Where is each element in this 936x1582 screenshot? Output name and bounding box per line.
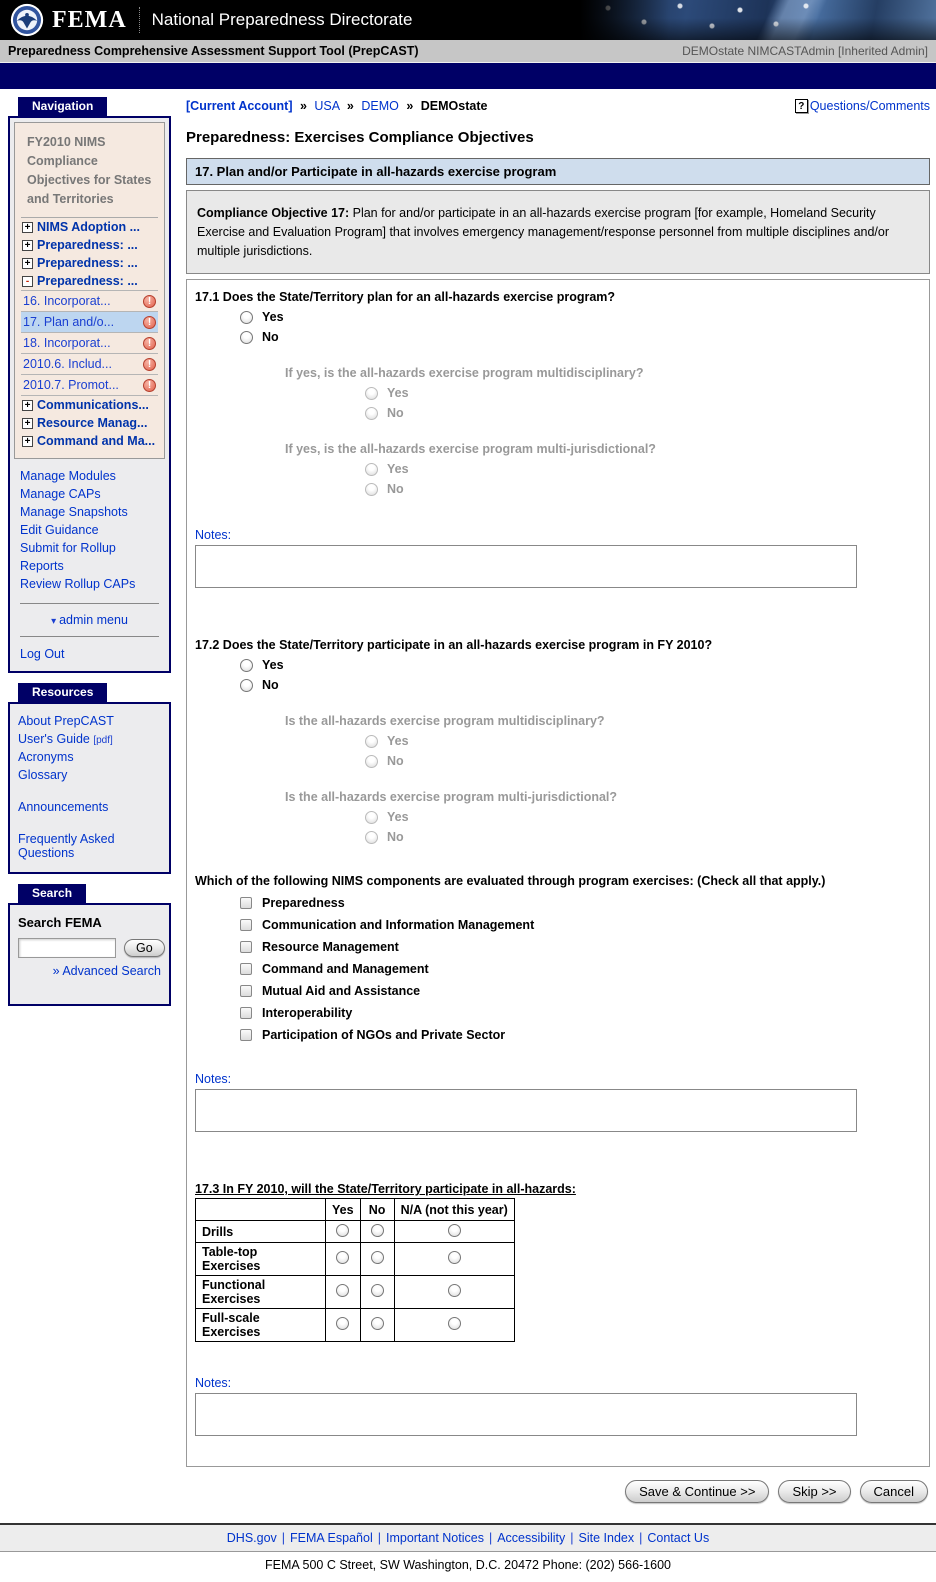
column-header-no: No <box>360 1199 394 1221</box>
column-header-yes: Yes <box>326 1199 361 1221</box>
tabletop-no-radio[interactable] <box>371 1251 384 1264</box>
row-label: Drills <box>196 1221 326 1243</box>
q171-sub2-no-label: No <box>387 482 404 497</box>
divider <box>20 603 159 604</box>
expand-icon[interactable]: + <box>22 436 33 447</box>
component-label: Resource Management <box>262 940 399 955</box>
tree-item-17-selected[interactable] <box>21 311 158 332</box>
search-header: Search <box>18 884 86 903</box>
advanced-search-link[interactable]: » Advanced Search <box>52 964 161 978</box>
breadcrumb-separator: » <box>299 99 307 113</box>
user-info: DEMOstate NIMCASTAdmin [Inherited Admin] <box>682 44 928 58</box>
footer-address: FEMA 500 C Street, SW Washington, D.C. 20472 Phone: (202) 566-1600 <box>264 1558 671 1573</box>
compliance-objective-box <box>186 190 930 274</box>
tree-branch-preparedness-2[interactable] <box>21 254 158 272</box>
directorate-title: National Preparedness Directorate <box>151 10 413 29</box>
navy-strip <box>0 63 936 89</box>
spacer <box>195 588 921 636</box>
component-option-command-management[interactable] <box>240 962 429 976</box>
footer-link-accessibility[interactable]: Accessibility <box>497 1531 566 1546</box>
tree-branch-communications[interactable] <box>21 396 158 414</box>
footer-link-important-notices[interactable]: Important Notices <box>385 1531 484 1546</box>
q172-sub1-no-label: No <box>387 754 404 769</box>
q171-sub1-no-radio <box>365 407 378 420</box>
tree-item-18[interactable] <box>21 332 158 353</box>
tree-item-label[interactable]: 2010.7. Promot... <box>23 378 119 392</box>
search-go-button[interactable]: Go <box>124 939 165 957</box>
tree-branch-label[interactable]: Preparedness: ... <box>37 274 138 288</box>
question-17-3-label: 17.3 In FY 2010, will the State/Territory participate in all-hazards: <box>195 1182 576 1197</box>
table-row-fullscale <box>196 1309 515 1342</box>
q171-no-option[interactable] <box>240 330 279 344</box>
table-row-functional <box>196 1276 515 1309</box>
table-corner-cell <box>196 1199 326 1221</box>
expand-icon[interactable]: + <box>22 418 33 429</box>
resources-panel <box>8 702 171 874</box>
q172-sub2-yes-label: Yes <box>387 810 409 825</box>
divider <box>20 636 159 637</box>
q171-yes-option[interactable] <box>240 310 284 324</box>
tree-branch-preparedness-1[interactable] <box>21 236 158 254</box>
q171-sub2-yes-option <box>365 462 409 476</box>
breadcrumb-current-page: DEMOstate <box>420 99 488 113</box>
q172-sub2-no-option <box>365 830 404 844</box>
sidebar <box>8 97 171 1016</box>
component-checkbox[interactable] <box>240 897 252 909</box>
fullscale-yes-radio[interactable] <box>336 1317 349 1330</box>
search-input[interactable] <box>18 938 116 958</box>
flag-image <box>580 0 936 40</box>
logout-link[interactable]: Log Out <box>20 647 65 661</box>
tree-title: FY2010 NIMS Compliance Objectives for States and Territories <box>21 129 158 218</box>
table-row-tabletop <box>196 1243 515 1276</box>
dhs-seal-icon <box>10 3 44 37</box>
component-label: Interoperability <box>262 1006 353 1021</box>
component-checkbox[interactable] <box>240 1029 252 1041</box>
admin-menu[interactable] <box>14 610 165 630</box>
pdf-tag: [pdf] <box>93 735 113 746</box>
q172-sub2-no-radio <box>365 831 378 844</box>
component-checkbox[interactable] <box>240 941 252 953</box>
alert-icon: ! <box>143 316 156 329</box>
notes-textarea-17-1[interactable] <box>195 545 857 588</box>
tree-branch-command-management[interactable] <box>21 432 158 450</box>
tree-item-label[interactable]: 18. Incorporat... <box>23 336 111 350</box>
skip-button[interactable]: Skip >> <box>778 1480 850 1503</box>
fullscale-no-radio[interactable] <box>371 1317 384 1330</box>
tree-item-16[interactable] <box>21 290 158 311</box>
navigation-panel <box>8 116 171 673</box>
q172-sub1-yes-option <box>365 734 409 748</box>
component-checkbox[interactable] <box>240 1007 252 1019</box>
column-header-na: N/A (not this year) <box>394 1199 514 1221</box>
components-question-label: Which of the following NIMS components are evaluated through program exercises: (Check all that apply.) <box>195 874 826 889</box>
notes-textarea-components[interactable] <box>195 1089 857 1132</box>
q172-no-label: No <box>262 678 279 693</box>
q172-sub1-yes-label: Yes <box>387 734 409 749</box>
search-fema-label: Search FEMA <box>18 915 102 930</box>
q172-sub2-label: Is the all-hazards exercise program multi-jurisdictional? <box>285 790 618 805</box>
objective-label: Compliance Objective 17: <box>197 206 350 220</box>
resources-link-announcements[interactable]: Announcements <box>18 800 109 814</box>
tree-item-2010-7[interactable] <box>21 374 158 396</box>
component-option-ngos[interactable] <box>240 1028 505 1042</box>
q171-sub1-no-label: No <box>387 406 404 421</box>
breadcrumb-usa[interactable]: USA <box>314 99 340 113</box>
q171-no-radio[interactable] <box>240 331 253 344</box>
q171-sub1-yes-radio <box>365 387 378 400</box>
component-label: Preparedness <box>262 896 345 911</box>
sidebar-link-submit-for-rollup[interactable]: Submit for Rollup <box>20 541 116 555</box>
footer-link-dhs[interactable]: DHS.gov <box>226 1531 277 1546</box>
breadcrumb <box>186 99 487 113</box>
component-label: Participation of NGOs and Private Sector <box>262 1028 506 1043</box>
tree-branch-label[interactable]: Resource Manag... <box>37 416 148 430</box>
users-guide-label: User's Guide <box>18 732 90 746</box>
q171-sub2-label: If yes, is the all-hazards exercise program multi-jurisdictional? <box>285 442 656 457</box>
component-checkbox[interactable] <box>240 919 252 931</box>
drills-yes-radio[interactable] <box>336 1224 349 1237</box>
top-header <box>0 0 936 40</box>
q173-table <box>195 1198 515 1342</box>
notes-label-17-1: Notes: <box>195 528 232 543</box>
notes-label-17-3: Notes: <box>195 1376 232 1391</box>
tree-branch-label[interactable]: NIMS Adoption ... <box>37 220 140 234</box>
drills-na-radio[interactable] <box>448 1224 461 1237</box>
breadcrumb-demo[interactable]: DEMO <box>361 99 399 113</box>
q171-sub2-yes-radio <box>365 463 378 476</box>
tree-item-2010-6[interactable] <box>21 353 158 374</box>
question-17-2-label: 17.2 Does the State/Territory participate in an all-hazards exercise program in FY 2010? <box>195 638 713 653</box>
alert-icon: ! <box>143 379 156 392</box>
resources-link-users-guide[interactable] <box>18 730 161 748</box>
q172-no-radio[interactable] <box>240 679 253 692</box>
q172-sub1-label: Is the all-hazards exercise program multidisciplinary? <box>285 714 605 729</box>
row-label: Table-top Exercises <box>196 1243 326 1276</box>
admin-links <box>14 459 165 597</box>
component-label: Mutual Aid and Assistance <box>262 984 421 999</box>
main-content <box>186 97 930 1513</box>
footer-separator: | <box>488 1531 493 1546</box>
functional-yes-radio[interactable] <box>336 1284 349 1297</box>
drills-no-radio[interactable] <box>371 1224 384 1237</box>
resources-header: Resources <box>18 683 107 702</box>
expand-icon[interactable]: + <box>22 258 33 269</box>
q172-yes-radio[interactable] <box>240 659 253 672</box>
component-label: Command and Management <box>262 962 429 977</box>
q172-yes-option[interactable] <box>240 658 284 672</box>
component-checkbox[interactable] <box>240 963 252 975</box>
save-continue-button[interactable]: Save & Continue >> <box>625 1480 769 1503</box>
q172-sub2-yes-radio <box>365 811 378 824</box>
tree-branch-label[interactable]: Communications... <box>37 398 149 412</box>
resources-link-acronyms[interactable]: Acronyms <box>18 750 74 764</box>
q172-sub2-yes-option <box>365 810 409 824</box>
q172-no-option[interactable] <box>240 678 279 692</box>
fema-logo: FEMA <box>52 6 127 33</box>
chevron-down-icon: ▾ <box>51 616 57 627</box>
question-mark-icon: ? <box>795 99 808 113</box>
tree-item-label[interactable]: 16. Incorporat... <box>23 294 111 308</box>
alert-icon: ! <box>143 358 156 371</box>
questions-box <box>186 279 930 1467</box>
table-row-drills <box>196 1221 515 1243</box>
component-option-communication[interactable] <box>240 918 534 932</box>
questions-comments-link[interactable]: Questions/Comments <box>809 99 930 113</box>
footer-links-bar <box>0 1523 936 1552</box>
q171-no-label: No <box>262 330 279 345</box>
row-label: Full-scale Exercises <box>196 1309 326 1342</box>
component-checkbox[interactable] <box>240 985 252 997</box>
tabletop-yes-radio[interactable] <box>336 1251 349 1264</box>
app-title: Preparedness Comprehensive Assessment Support Tool (PrepCAST) <box>8 44 419 58</box>
component-option-mutual-aid[interactable] <box>240 984 420 998</box>
q171-sub2-no-radio <box>365 483 378 496</box>
alert-icon: ! <box>143 295 156 308</box>
footer-separator: | <box>281 1531 286 1546</box>
breadcrumb-separator: » <box>406 99 414 113</box>
functional-na-radio[interactable] <box>448 1284 461 1297</box>
q171-sub1-no-option <box>365 406 404 420</box>
q172-sub1-yes-radio <box>365 735 378 748</box>
sidebar-link-reports[interactable]: Reports <box>20 559 64 573</box>
objective-text: Plan for and/or participate in an all-hazards exercise program [for example, Homeland Security Exercise and Evaluation Program] that involves emergency management/response personnel from multiple disciplines and/or multiple jurisdictions. <box>197 206 890 258</box>
header-divider <box>139 7 140 33</box>
tree-item-label[interactable]: 17. Plan and/o... <box>23 315 115 329</box>
cancel-button[interactable]: Cancel <box>860 1480 928 1503</box>
action-buttons <box>186 1480 928 1503</box>
q171-sub1-label: If yes, is the all-hazards exercise program multidisciplinary? <box>285 366 644 381</box>
footer-separator: | <box>570 1531 574 1546</box>
sidebar-link-manage-modules[interactable]: Manage Modules <box>20 469 116 483</box>
page-title: Preparedness: Exercises Compliance Objectives <box>186 129 534 146</box>
q171-yes-radio[interactable] <box>240 311 253 324</box>
row-label: Functional Exercises <box>196 1276 326 1309</box>
search-panel <box>8 903 171 1006</box>
sidebar-link-manage-caps[interactable]: Manage CAPs <box>20 487 101 501</box>
expand-icon[interactable]: + <box>22 240 33 251</box>
breadcrumb-separator: » <box>346 99 354 113</box>
objectives-tree <box>14 122 165 459</box>
resources-link-faq[interactable]: Frequently Asked Questions <box>18 832 115 860</box>
component-option-preparedness[interactable] <box>240 896 345 910</box>
question-17-1-label: 17.1 Does the State/Territory plan for an all-hazards exercise program? <box>195 290 616 305</box>
tree-branch-preparedness-exercises[interactable] <box>21 272 158 290</box>
component-option-resource-management[interactable] <box>240 940 399 954</box>
questions-comments[interactable] <box>795 99 930 113</box>
sidebar-link-review-rollup-caps[interactable]: Review Rollup CAPs <box>20 577 136 591</box>
objective-section-header: 17. Plan and/or Participate in all-hazards exercise program <box>186 158 930 185</box>
functional-no-radio[interactable] <box>371 1284 384 1297</box>
fullscale-na-radio[interactable] <box>448 1317 461 1330</box>
app-title-bar <box>0 40 936 63</box>
q172-sub2-no-label: No <box>387 830 404 845</box>
breadcrumb-current-account[interactable]: [Current Account] <box>186 99 293 113</box>
component-label: Communication and Information Management <box>262 918 535 933</box>
q171-sub1-yes-label: Yes <box>387 386 409 401</box>
expand-icon[interactable]: + <box>22 222 33 233</box>
q171-sub2-no-option <box>365 482 404 496</box>
admin-menu-link[interactable]: admin menu <box>59 613 128 627</box>
footer-link-contact-us[interactable]: Contact Us <box>647 1531 710 1546</box>
navigation-header: Navigation <box>18 97 107 116</box>
q171-yes-label: Yes <box>262 310 284 325</box>
tree-item-label[interactable]: 2010.6. Includ... <box>23 357 112 371</box>
footer-separator: | <box>639 1531 643 1546</box>
tree-branch-label[interactable]: Preparedness: ... <box>37 238 138 252</box>
resources-link-glossary[interactable]: Glossary <box>18 768 68 782</box>
footer-link-site-index[interactable]: Site Index <box>578 1531 635 1546</box>
notes-label-components: Notes: <box>195 1072 232 1087</box>
tabletop-na-radio[interactable] <box>448 1251 461 1264</box>
tree-branch-label[interactable]: Preparedness: ... <box>37 256 138 270</box>
q171-sub1-yes-option <box>365 386 409 400</box>
q172-yes-label: Yes <box>262 658 284 673</box>
notes-textarea-17-3[interactable] <box>195 1393 857 1436</box>
component-option-interoperability[interactable] <box>240 1006 352 1020</box>
q172-sub1-no-option <box>365 754 404 768</box>
footer-separator: | <box>377 1531 381 1546</box>
sidebar-link-manage-snapshots[interactable]: Manage Snapshots <box>20 505 128 519</box>
tree-branch-label[interactable]: Command and Ma... <box>37 434 156 448</box>
tree-branch-resource-management[interactable] <box>21 414 158 432</box>
alert-icon: ! <box>143 337 156 350</box>
expand-icon[interactable]: + <box>22 400 33 411</box>
footer-link-espanol[interactable]: FEMA Español <box>290 1531 373 1546</box>
q171-sub2-yes-label: Yes <box>387 462 409 477</box>
spacer <box>195 1132 921 1180</box>
tree-branch-nims-adoption[interactable] <box>21 218 158 236</box>
sidebar-link-edit-guidance[interactable]: Edit Guidance <box>20 523 99 537</box>
collapse-icon[interactable]: - <box>22 276 33 287</box>
resources-link-about-prepcast[interactable]: About PrepCAST <box>18 714 114 728</box>
q172-sub1-no-radio <box>365 755 378 768</box>
